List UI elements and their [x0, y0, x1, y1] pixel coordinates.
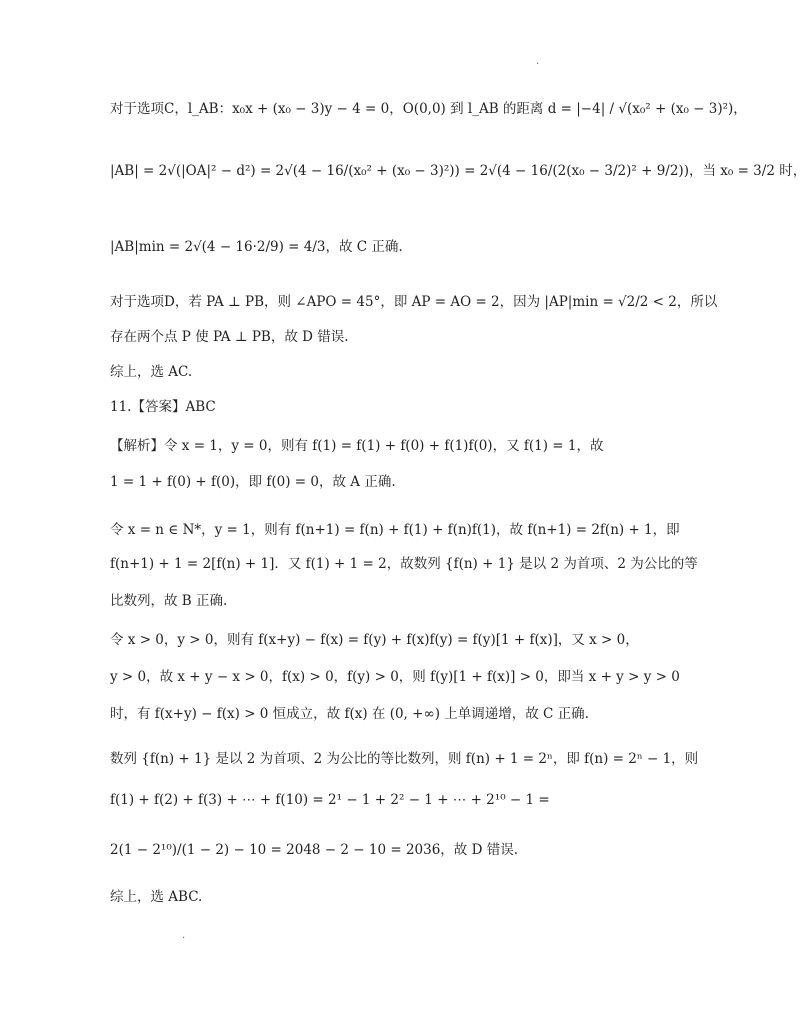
text-line-6: 综上，选 AC. — [110, 364, 193, 380]
text-line-18: 2(1 − 2¹⁰)/(1 − 2) − 10 = 2048 − 2 − 10 = 2036，故 D 错误. — [110, 842, 518, 858]
text-line-4: 对于选项D，若 PA ⊥ PB，则 ∠APO = 45°，即 AP = AO = 2，因为 |AP|min = √2/2 < 2，所以 — [110, 294, 718, 310]
question-header: 11.【答案】ABC — [110, 399, 216, 415]
corner-mark: . — [536, 56, 540, 67]
footer-mark: . — [182, 930, 186, 941]
text-line-15: 时，有 f(x+y) − f(x) > 0 恒成立，故 f(x) 在 (0, +∞) 上单调递增，故 C 正确. — [110, 706, 589, 722]
text-line-14: y > 0，故 x + y − x > 0，f(x) > 0，f(y) > 0，则 f(y)[1 + f(x)] > 0，即当 x + y > y > 0 — [110, 669, 680, 685]
text-line-1: 对于选项C，l_AB：x₀x + (x₀ − 3)y − 4 = 0，O(0,0) 到 l_AB 的距离 d = |−4| / √(x₀² + (x₀ − 3)²)， — [110, 101, 747, 117]
text-line-12: 比数列，故 B 正确. — [110, 593, 228, 609]
text-line-16: 数列 {f(n) + 1} 是以 2 为首项、2 为公比的等比数列，则 f(n) + 1 = 2ⁿ，即 f(n) = 2ⁿ − 1，则 — [110, 751, 699, 767]
text-line-11: f(n+1) + 1 = 2[f(n) + 1]．又 f(1) + 1 = 2，故数列 {f(n) + 1} 是以 2 为首项、2 为公比的等 — [110, 556, 698, 572]
text-line-9: 1 = 1 + f(0) + f(0)，即 f(0) = 0，故 A 正确. — [110, 474, 396, 490]
text-line-2: |AB| = 2√(|OA|² − d²) = 2√(4 − 16/(x₀² + (x₀ − 3)²)) = 2√(4 − 16/(2(x₀ − 3/2)² + 9/2))，当 x₀ = 3/2 时， — [110, 163, 806, 179]
text-line-8: 【解析】令 x = 1，y = 0，则有 f(1) = f(1) + f(0) + f(1)f(0)，又 f(1) = 1，故 — [110, 438, 604, 454]
text-line-5: 存在两个点 P 使 PA ⊥ PB，故 D 错误. — [110, 329, 349, 345]
text-line-19: 综上，选 ABC. — [110, 889, 203, 905]
text-line-3: |AB|min = 2√(4 − 16·2/9) = 4/3，故 C 正确. — [110, 239, 403, 255]
text-line-17: f(1) + f(2) + f(3) + ⋯ + f(10) = 2¹ − 1 + 2² − 1 + ⋯ + 2¹⁰ − 1 = — [110, 792, 550, 808]
text-line-13: 令 x > 0，y > 0，则有 f(x+y) − f(x) = f(y) + f(x)f(y) = f(y)[1 + f(x)]，又 x > 0， — [110, 632, 639, 648]
text-line-10: 令 x = n ∈ N*，y = 1，则有 f(n+1) = f(n) + f(1) + f(n)f(1)，故 f(n+1) = 2f(n) + 1，即 — [110, 522, 680, 538]
